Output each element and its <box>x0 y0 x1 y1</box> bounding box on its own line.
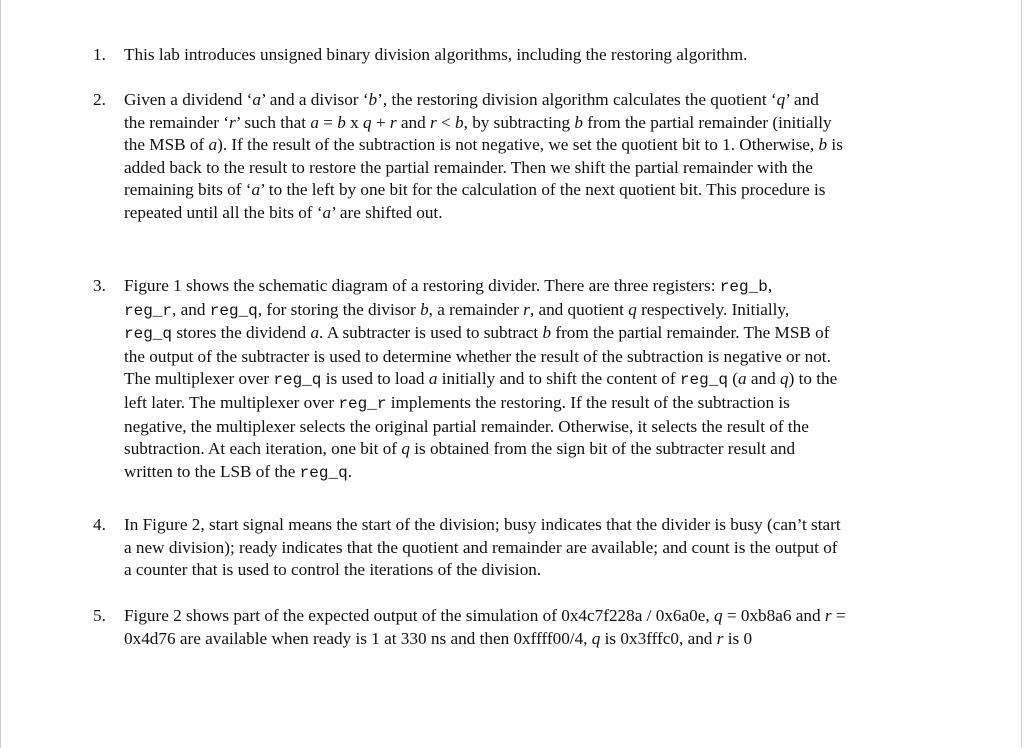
text-line: The multiplexer over reg_q is used to load a initially and to shift the content of reg_q (a and q) to the <box>124 369 838 390</box>
text-line: a new division); ready indicates that the quotient and remainder are available; and count is the output of <box>124 537 838 557</box>
math-variable: b <box>420 299 429 319</box>
math-variable: q <box>362 112 372 132</box>
text-line: negative, the multiplexer selects the original partial remainder. Otherwise, it selects the result of the <box>124 416 809 436</box>
text-line: the output of the subtracter is used to determine whether the result of the subtraction is negative or not. <box>124 346 831 366</box>
math-variable: a <box>252 90 261 109</box>
text-line: reg_q stores the dividend a. A subtracter is used to subtract b from the partial remainder. The MSB of <box>124 323 830 344</box>
register-name: reg_q <box>273 371 322 390</box>
math-variable: b <box>368 90 378 109</box>
item-text <box>124 44 972 67</box>
text-line: added back to the result to restore the partial remainder. Then we shift the partial remainder with the <box>124 157 813 177</box>
item-text <box>124 605 972 650</box>
math-variable: r <box>716 628 724 648</box>
math-variable: q <box>401 439 410 459</box>
math-variable: b <box>574 112 583 132</box>
math-variable: q <box>713 606 723 625</box>
math-variable: a <box>428 369 438 389</box>
text-line: 0x4d76 are available when ready is 1 at 330 ns and then 0xffff00/4, q is 0x3fffc0, and r is 0 <box>124 628 753 648</box>
math-variable: a <box>310 112 319 132</box>
math-variable: r <box>824 606 832 625</box>
text-line: left later. The multiplexer over reg_r implements the restoring. If the result of the subtraction is <box>124 392 790 413</box>
math-variable: b <box>337 112 346 132</box>
item-number: 2. <box>93 90 106 109</box>
text-line: Given a dividend ‘a’ and a divisor ‘b’, the restoring division algorithm calculates the quotient ‘q’ and <box>124 90 819 109</box>
item-number: 1. <box>93 45 106 64</box>
text-line: This lab introduces unsigned binary division algorithms, including the restoring algorithm. <box>124 45 748 64</box>
register-name: reg_r <box>124 301 173 320</box>
math-variable: a <box>737 369 747 389</box>
text-line: Figure 2 shows part of the expected output of the simulation of 0x4c7f228a / 0x6a0e, q = 0xb8a6 and r = <box>124 606 846 625</box>
math-variable: r <box>430 112 437 132</box>
math-variable: q <box>779 369 789 389</box>
item-text <box>124 89 972 225</box>
math-variable: r <box>389 112 397 132</box>
math-variable: a <box>310 323 320 343</box>
text-line: repeated until all the bits of ‘a’ are shifted out. <box>124 202 443 222</box>
text-line: reg_r, and reg_q, for storing the divisor b, a remainder r, and quotient q respectively. Initially, <box>124 299 790 320</box>
math-variable: q <box>776 90 786 109</box>
register-name: reg_q <box>679 371 728 390</box>
item-number: 5. <box>93 606 106 625</box>
text-line: In Figure 2, start signal means the start of the division; busy indicates that the divider is busy (can’t start <box>124 515 841 534</box>
register-name: reg_q <box>299 463 348 482</box>
math-variable: a <box>208 135 218 155</box>
item-number: 3. <box>93 276 106 295</box>
math-variable: r <box>523 299 530 319</box>
text-line: a counter that is used to control the iterations of the division. <box>124 560 542 580</box>
math-variable: a <box>322 202 332 222</box>
math-variable: b <box>818 135 828 155</box>
math-variable: b <box>455 112 464 132</box>
text-line: the MSB of a). If the result of the subtraction is not negative, we set the quotient bit to 1. Otherwise, b is <box>124 135 843 155</box>
register-name: reg_q <box>209 301 258 320</box>
register-name: reg_q <box>124 325 173 344</box>
math-variable: a <box>251 180 261 200</box>
item-text <box>124 275 972 484</box>
text-line: the remainder ‘r’ such that a = b x q + r and r < b, by subtracting b from the partial remainder (initially <box>124 112 832 132</box>
text-line: remaining bits of ‘a’ to the left by one bit for the calculation of the next quotient bit. This procedure is <box>124 180 826 200</box>
text-line: Figure 1 shows the schematic diagram of a restoring divider. There are three registers: reg_b, <box>124 276 773 296</box>
math-variable: r <box>228 112 236 132</box>
text-line: written to the LSB of the reg_q. <box>124 461 352 482</box>
text-line: subtraction. At each iteration, one bit of q is obtained from the sign bit of the subtracter result and <box>124 439 796 459</box>
item-text <box>124 514 972 582</box>
item-number: 4. <box>93 515 106 534</box>
math-variable: q <box>591 628 601 648</box>
register-name: reg_r <box>338 394 387 413</box>
register-name: reg_b <box>719 278 768 296</box>
math-variable: b <box>542 323 552 343</box>
math-variable: q <box>628 299 637 319</box>
